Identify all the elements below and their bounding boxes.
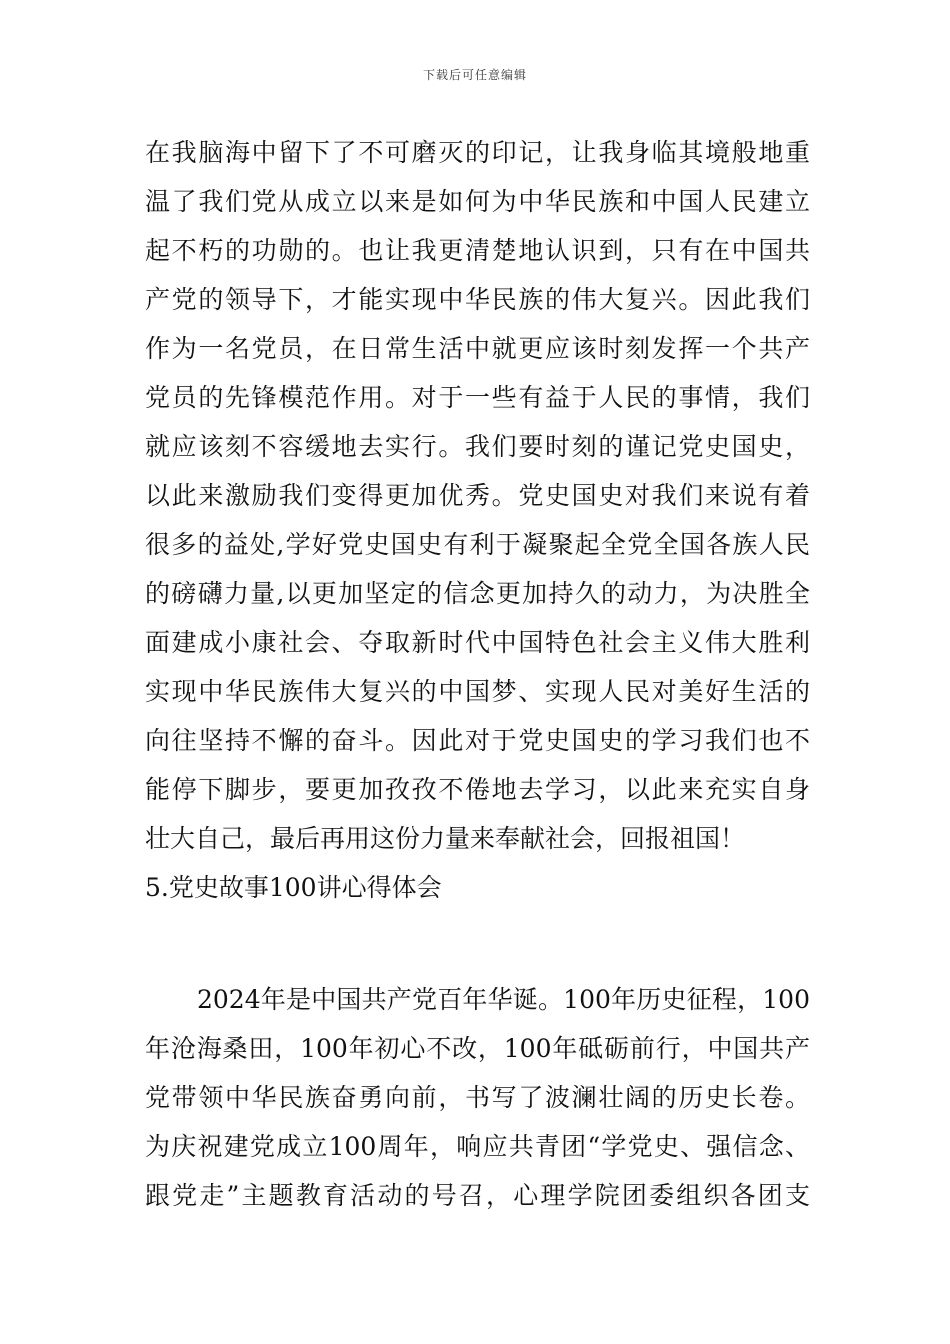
- paragraph-line: 为庆祝建党成立100周年，响应共青团“学党史、强信念、: [145, 1132, 810, 1161]
- paragraph-line: 跟党走”主题教育活动的号召，心理学院团委组织各团支: [145, 1181, 810, 1210]
- paragraph-line: 在我脑海中留下了不可磨灭的印记，让我身临其境般地重: [145, 138, 810, 167]
- paragraph-line: 年沧海桑田，100年初心不改，100年砥砺前行，中国共产: [145, 1034, 810, 1063]
- paragraph-line: 实现中华民族伟大复兴的中国梦、实现人民对美好生活的: [145, 677, 810, 706]
- paragraph-line: 产党的领导下，才能实现中华民族的伟大复兴。因此我们: [145, 285, 810, 314]
- paragraph-line: 面建成小康社会、夺取新时代中国特色社会主义伟大胜利: [145, 628, 810, 657]
- section-heading: 5.党史故事100讲心得体会: [145, 873, 442, 902]
- paragraph-line: 壮大自己，最后再用这份力量来奉献社会，回报祖国！: [145, 824, 746, 853]
- header-note: 下载后可任意编辑: [422, 68, 527, 82]
- paragraph-line: 以此来激励我们变得更加优秀。党史国史对我们来说有着: [145, 481, 810, 510]
- paragraph-line: 作为一名党员，在日常生活中就更应该时刻发挥一个共产: [145, 334, 810, 363]
- paragraph-line: 就应该刻不容缓地去实行。我们要时刻的谨记党史国史，: [145, 432, 810, 461]
- paragraph-line: 党员的先锋模范作用。对于一些有益于人民的事情，我们: [145, 383, 810, 412]
- paragraph-line: 2024年是中国共产党百年华诞。100年历史征程，100: [197, 985, 810, 1014]
- paragraph-line: 向往坚持不懈的奋斗。因此对于党史国史的学习我们也不: [145, 726, 810, 755]
- document-body: [145, 128, 810, 1220]
- paragraph-line: 党带领中华民族奋勇向前，书写了波澜壮阔的历史长卷。: [145, 1083, 810, 1112]
- paragraph-line: 的磅礴力量,以更加坚定的信念更加持久的动力，为决胜全: [145, 579, 810, 608]
- section-spacer: [145, 912, 810, 975]
- paragraph-line: 能停下脚步，要更加孜孜不倦地去学习，以此来充实自身: [145, 775, 810, 804]
- paragraph-line: 温了我们党从成立以来是如何为中华民族和中国人民建立: [145, 187, 810, 216]
- paragraph-line: 起不朽的功勋的。也让我更清楚地认识到，只有在中国共: [145, 236, 810, 265]
- paragraph-line: 很多的益处,学好党史国史有利于凝聚起全党全国各族人民: [145, 530, 810, 559]
